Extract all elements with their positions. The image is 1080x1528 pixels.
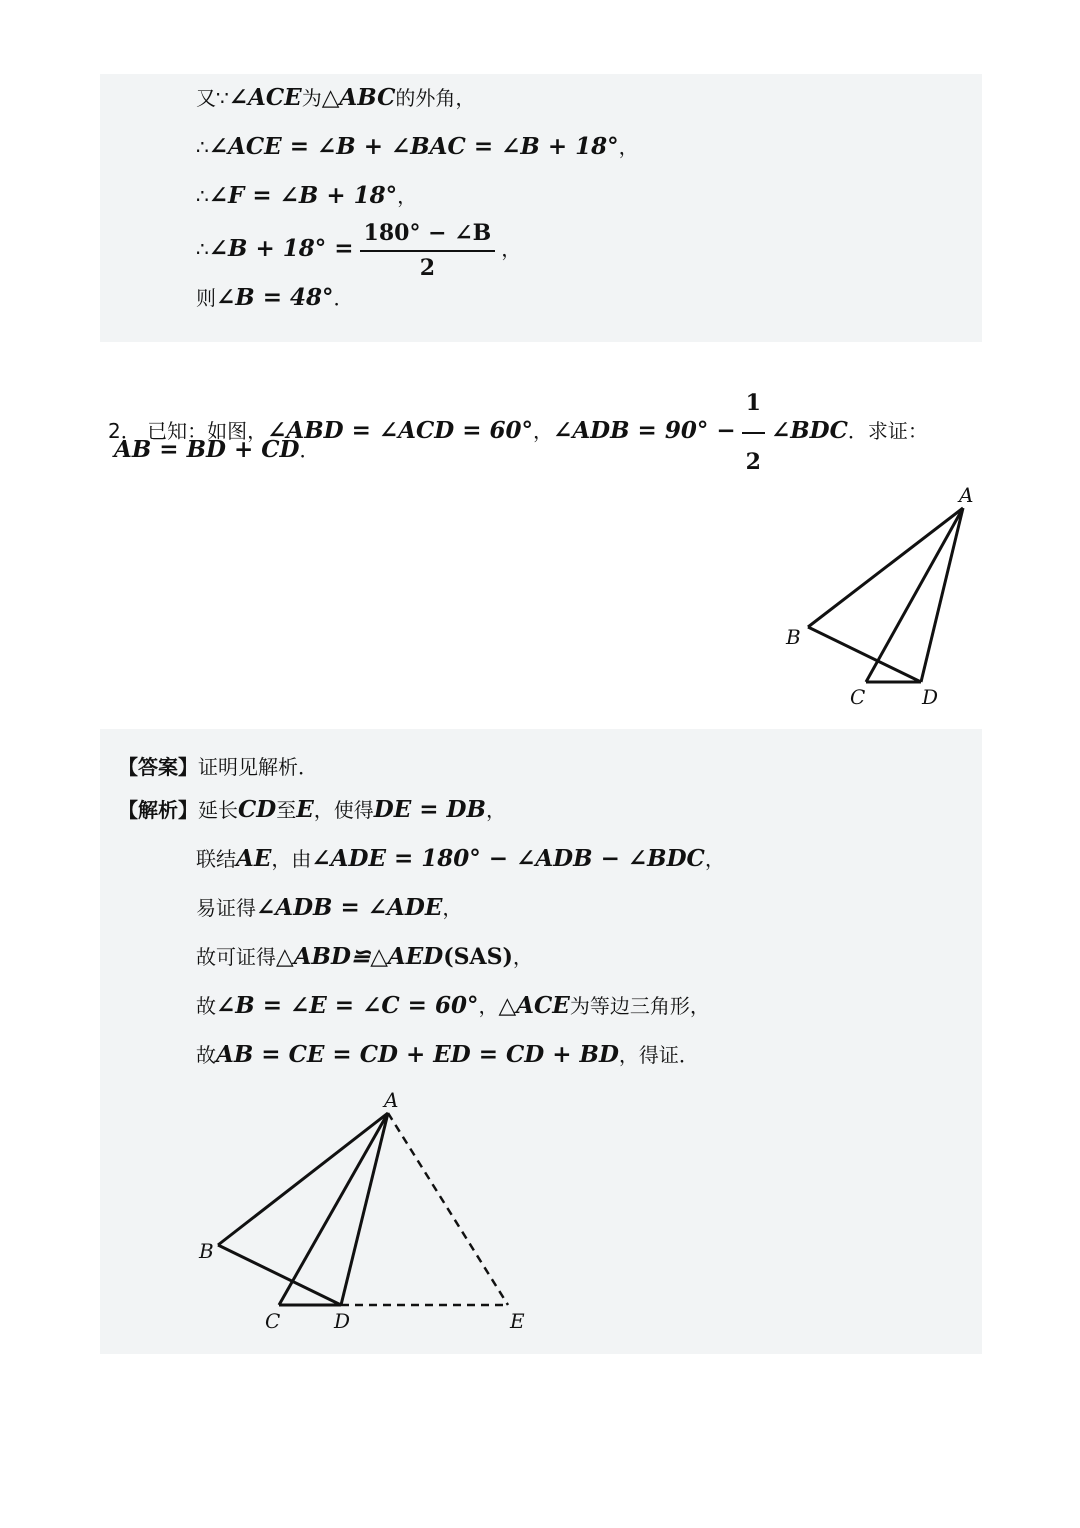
segment-bd	[218, 1245, 341, 1305]
answer-label: 【答案】	[118, 755, 198, 779]
fraction-denominator: 2	[419, 255, 436, 281]
label-a: A	[959, 483, 974, 507]
text: 故	[196, 1043, 216, 1067]
segment-ad	[341, 1113, 388, 1305]
label-d: D	[334, 1309, 351, 1333]
label-a: A	[384, 1088, 399, 1112]
label-d: D	[922, 685, 939, 709]
math-expr: ∠ADE = 180° − ∠ADB − ∠BDC	[311, 845, 705, 872]
text: ，使得	[313, 798, 374, 822]
text: ，	[704, 847, 725, 871]
text: 故可证得	[196, 945, 276, 969]
math-expr: △ABC	[321, 84, 396, 111]
math-expr: ∠B = ∠E = ∠C = 60°	[216, 992, 479, 1019]
math-expr: DE = DB	[373, 796, 486, 823]
text: ，	[501, 237, 522, 261]
math-expr: AB = CE = CD + ED = CD + BD	[216, 1041, 619, 1068]
text: ．求证：	[847, 419, 928, 443]
analysis-label: 【解析】	[118, 798, 198, 822]
text: ，	[478, 994, 499, 1018]
text: ，	[397, 184, 418, 208]
text: ，	[442, 896, 463, 920]
math-expr: ∠BDC	[770, 417, 848, 444]
fraction-numerator: 1	[742, 376, 765, 434]
math-expr: ∠ABD = ∠ACD = 60°	[267, 417, 534, 444]
math-expr: (SAS)	[443, 944, 513, 970]
text: 至	[276, 798, 297, 822]
text: 为	[301, 86, 322, 110]
label-e: E	[510, 1309, 525, 1333]
dashed-segment-ae	[388, 1113, 508, 1305]
text: 为等边三角形，	[569, 994, 710, 1018]
label-c: C	[265, 1309, 281, 1333]
text: ∴	[196, 237, 209, 261]
answer-text: 证明见解析．	[198, 755, 318, 779]
text: 已知：如图，	[147, 419, 268, 443]
math-expr: AE	[236, 845, 272, 872]
segment-ab	[218, 1113, 388, 1245]
math-expr: △ACE	[498, 992, 570, 1019]
math-expr: ∠B + 18° =	[208, 235, 354, 262]
math-expr: E	[296, 796, 314, 823]
text: 延长	[198, 798, 238, 822]
fraction-numerator: 180° − ∠B	[360, 218, 496, 252]
text: 的外角，	[395, 86, 476, 110]
math-expr: ∠ACE	[228, 84, 302, 111]
fraction-denominator: 2	[745, 449, 761, 475]
text: ∴	[196, 184, 209, 208]
math-expr: ∠ADB = 90° −	[553, 417, 736, 444]
math-expr: CD	[238, 796, 277, 823]
label-b: B	[199, 1239, 214, 1263]
text: ．	[333, 286, 354, 310]
label-c: C	[850, 685, 866, 709]
text: ，由	[271, 847, 312, 871]
text: ．	[299, 438, 320, 462]
text: ，	[512, 945, 533, 969]
math-expr: ∠B = 48°	[216, 284, 334, 311]
text: 易证得	[196, 896, 256, 920]
text: 联结	[196, 847, 236, 871]
label-b: B	[786, 625, 801, 649]
text: 又∵	[196, 86, 229, 110]
math-expr: ∠ADB = ∠ADE	[256, 894, 443, 921]
text: ，	[533, 419, 554, 443]
text: ，	[618, 135, 639, 159]
math-expr: AB = BD + CD	[114, 436, 300, 463]
text: 则	[196, 286, 216, 310]
text: ∴	[196, 135, 209, 159]
segment-ac	[279, 1113, 388, 1305]
math-expr: ∠ACE = ∠B + ∠BAC = ∠B + 18°	[208, 133, 619, 160]
text: ，得证．	[618, 1043, 699, 1067]
problem-number: 2．	[108, 419, 141, 443]
text: ，	[485, 798, 506, 822]
math-expr: ∠F = ∠B + 18°	[208, 182, 398, 209]
text: 故	[196, 994, 216, 1018]
math-expr: △ABD≌△AED	[276, 943, 444, 970]
